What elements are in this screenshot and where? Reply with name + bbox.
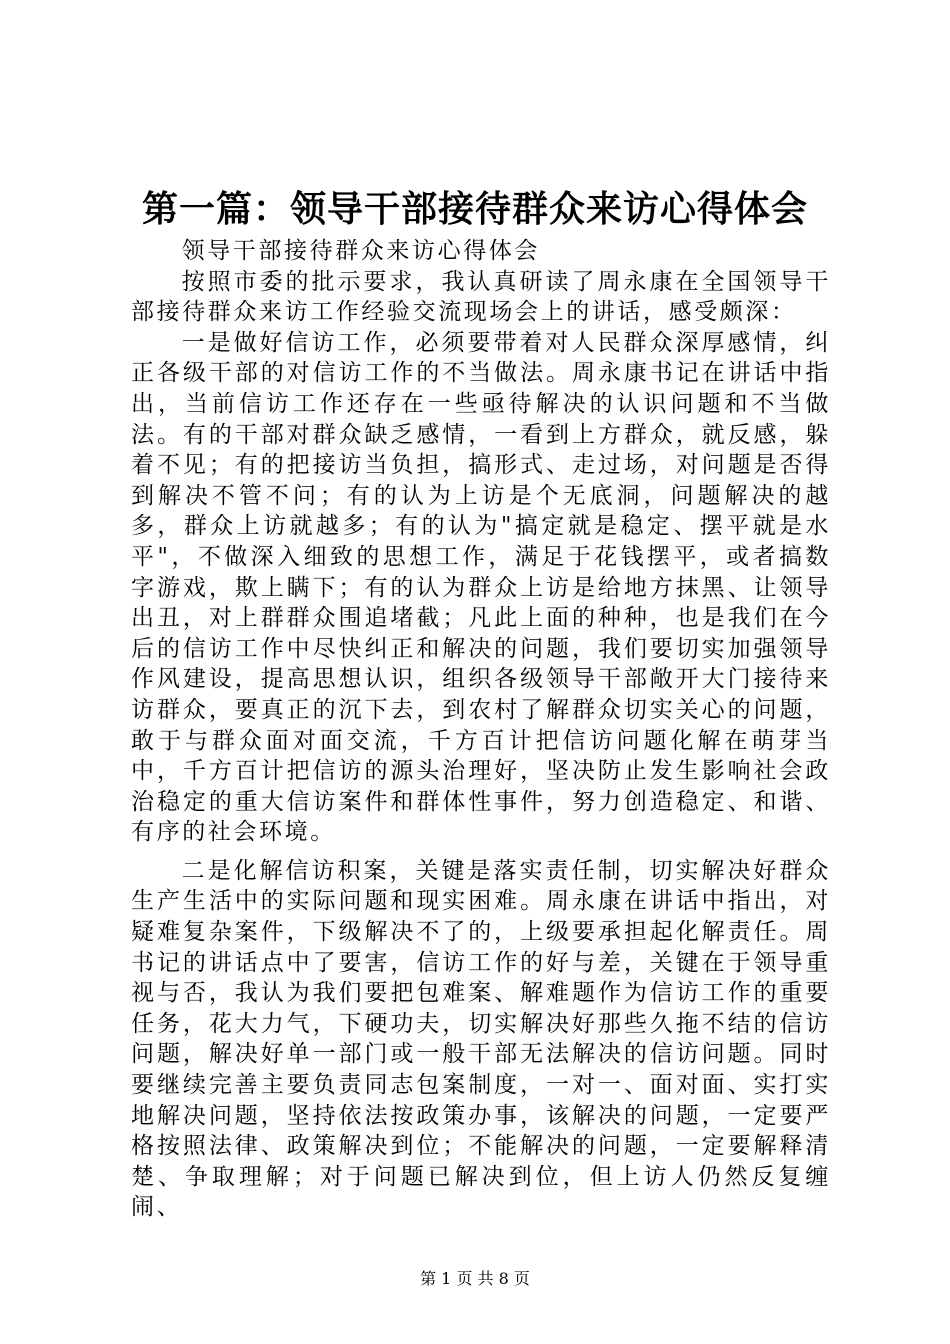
document-subtitle: 领导干部接待群众来访心得体会 (181, 238, 540, 264)
document-title: 第一篇：领导干部接待群众来访心得体会 (141, 188, 808, 230)
page-number-footer: 第 1 页 共 8 页 (420, 1269, 530, 1288)
paragraph: 一是做好信访工作，必须要带着对人民群众深厚感情，纠正各级干部的对信访工作的不当做法。周永康书记在讲话中指出，当前信访工作还存在一些亟待解决的认识问题和不当做法。有的干部对群众缺乏感情，一看到上方群众，就反感，躲着不见；有的把接访当负担，搞形式、走过场，对问题是否得到解决不管不问；有的认为上访是个无底洞，问题解决的越多，群众上访就越多；有的认为"搞定就是稳定、摆平就是水平"，不做深入细致的思想工作，满足于花钱摆平，或者搞数字游戏，欺上瞒下；有的认为群众上访是给地方抹黑、让领导出丑，对上群群众围追堵截；凡此上面的种种，也是我们在今后的信访工作中尽快纠正和解决的问题，我们要切实加强领导作风建设，提高思想认识，组织各级领导干部敞开大门接待来访群众，要真正的沉下去，到农村了解群众切实关心的问题，敢于与群众面对面交流，千方百计把信访问题化解在萌芽当中，千方百计把信访的源头治理好，坚决防止发生影响社会政治稳定的重大信访案件和群体性事件，努力创造稳定、和谐、有序的社会环境。 (131, 329, 831, 846)
paragraph: 二是化解信访积案，关键是落实责任制，切实解决好群众生产生活中的实际问题和现实困难。周永康在讲话中指出，对疑难复杂案件，下级解决不了的，上级要承担起化解责任。周书记的讲话点中了要害，信访工作的好与差，关键在于领导重视与否，我认为我们要把包难案、解难题作为信访工作的重要任务，花大力气，下硬功夫，切实解决好那些久拖不结的信访问题，解决好单一部门或一般干部无法解决的信访问题。同时要继续完善主要负责同志包案制度，一对一、面对面、实打实地解决问题，坚持依法按政策办事，该解决的问题，一定要严格按照法律、政策解决到位；不能解决的问题，一定要解释清楚、争取理解；对于问题已解决到位，但上访人仍然反复缠闹、 (131, 857, 831, 1221)
document-body (131, 236, 831, 1223)
paragraph: 按照市委的批示要求，我认真研读了周永康在全国领导干部接待群众来访工作经验交流现场会上的讲话，感受颇深： (131, 268, 831, 326)
